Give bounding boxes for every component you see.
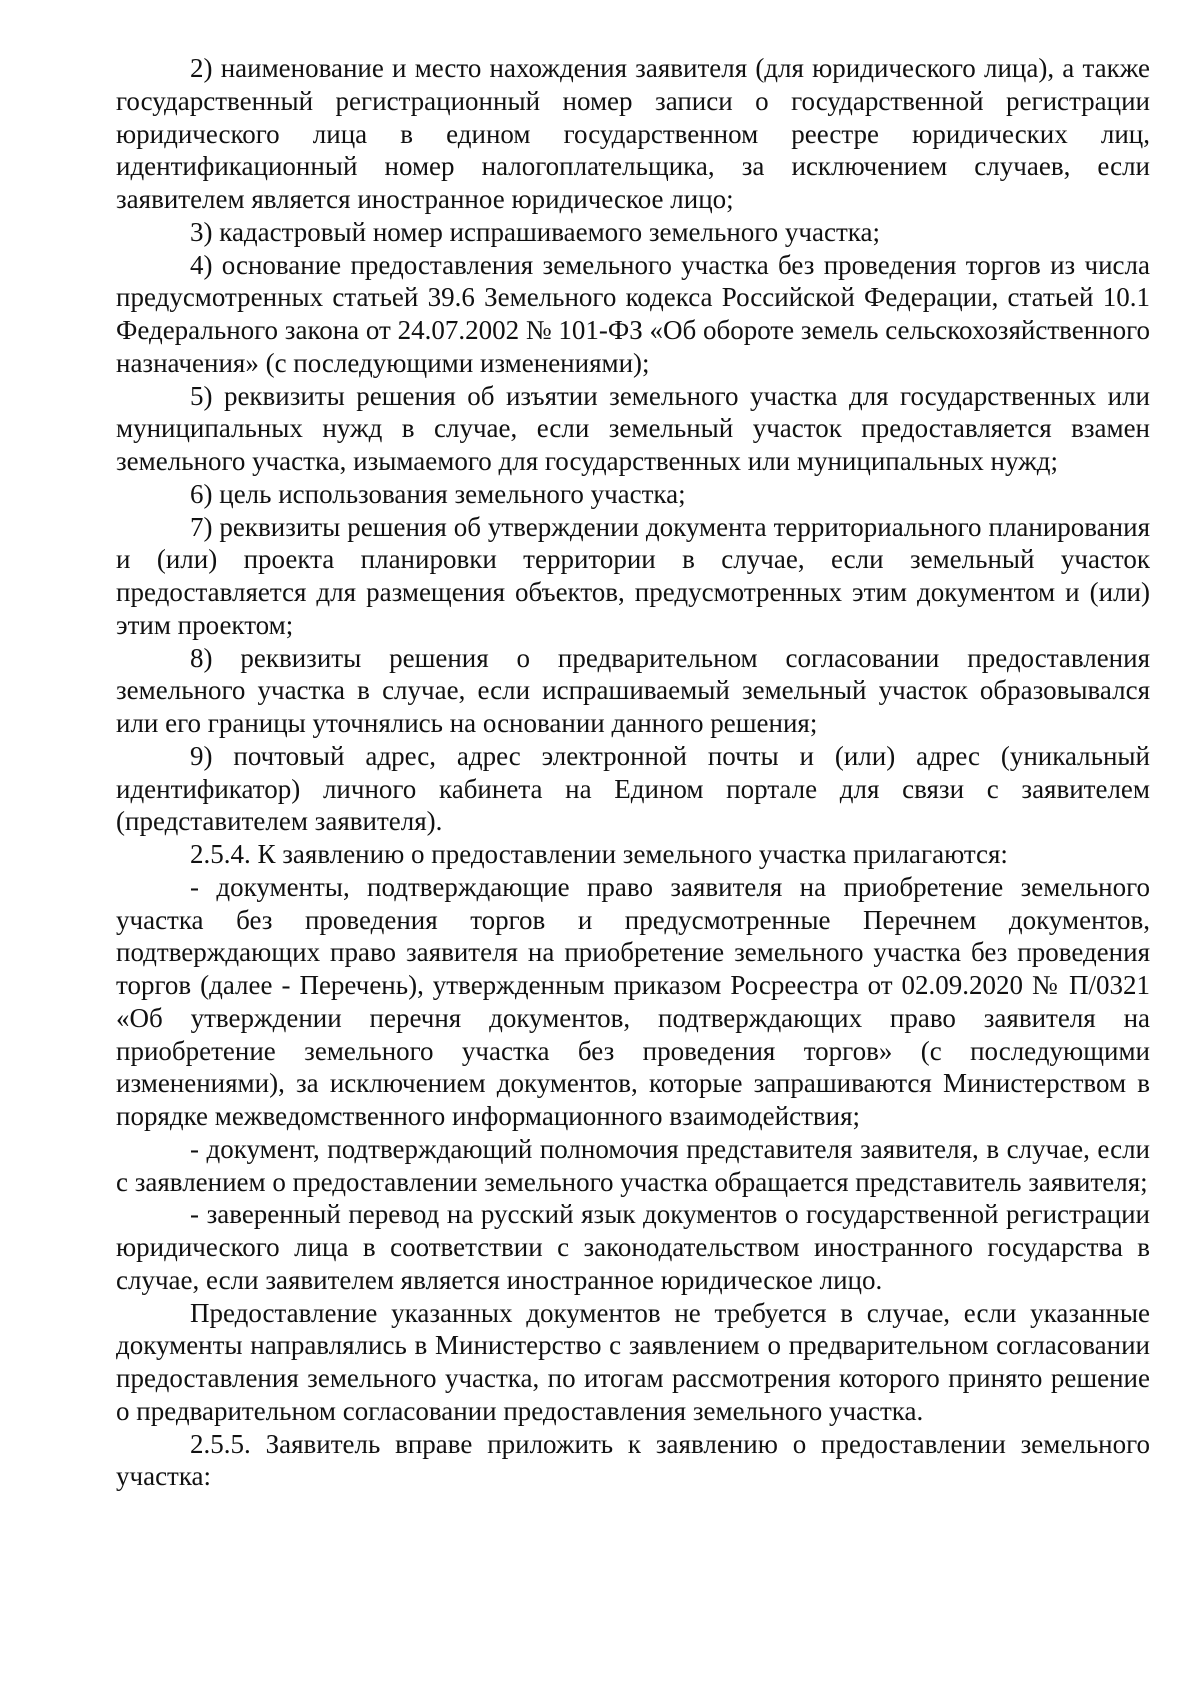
list-item-certified-translation: - заверенный перевод на русский язык документов о государственной регистрации юридического лица в соответствии с законодательством иностранного государства в случае, если заявителем является иностранное юридическое лицо.	[116, 1199, 1150, 1295]
section-2-5-4-heading: 2.5.4. К заявлению о предоставлении земельного участка прилагаются:	[190, 839, 1008, 869]
paragraph-item-5: 5) реквизиты решения об изъятии земельного участка для государственных или муниципальных нужд в случае, если земельный участок предоставляется взамен земельного участка, изымаемого для государственных или муниципальных нужд;	[116, 380, 1150, 476]
section-2-5-5-heading: 2.5.5. Заявитель вправе приложить к заявлению о предоставлении земельного участка:	[116, 1428, 1150, 1492]
paragraph-item-2: 2) наименование и место нахождения заявителя (для юридического лица), а также государственный регистрационный номер записи о государственной регистрации юридического лица в едином государственном реестре юридических лиц, идентификационный номер налогоплательщика, за исключением случаев, если заявителем является иностранное юридическое лицо;	[116, 53, 1150, 214]
paragraph-item-9: 9) почтовый адрес, адрес электронной почты и (или) адрес (уникальный идентификатор) личного кабинета на Едином портале для связи с заявителем (представителем заявителя).	[116, 740, 1150, 837]
list-item-documents: - документы, подтверждающие право заявителя на приобретение земельного участка без проведения торгов и предусмотренные Перечнем документов, подтверждающих право заявителя на приобретение земельного участка без проведения торгов (далее - Перечень), утвержденным приказом Росреестра от 02.09.2020 № П/0321 «Об утверждении перечня документов, подтверждающих право заявителя на приобретение земельного участка без проведения торгов» (с последующими изменениями), за исключением документов, которые запрашиваются Министерством в порядке межведомственного информационного взаимодействия;	[116, 871, 1150, 1131]
paragraph-item-4: 4) основание предоставления земельного участка без проведения торгов из числа предусмотренных статьей 39.6 Земельного кодекса Российской Федерации, статьей 10.1 Федерального закона от 24.07.2002 № 101-ФЗ «Об обороте земель сельскохозяйственного назначения» (с последующими изменениями);	[116, 249, 1150, 378]
paragraph-item-6: 6) цель использования земельного участка;	[190, 478, 686, 509]
document-page	[116, 52, 1150, 1493]
paragraph-item-7: 7) реквизиты решения об утверждении документа территориального планирования и (или) проекта планировки территории в случае, если земельный участок предоставляется для размещения объектов, предусмотренных этим документом и (или) этим проектом;	[116, 511, 1150, 640]
paragraph-item-8: 8) реквизиты решения о предварительном согласовании предоставления земельного участка в случае, если испрашиваемый земельный участок образовывался или его границы уточнялись на основании данного решения;	[116, 642, 1150, 738]
paragraph-item-3: 3) кадастровый номер испрашиваемого земельного участка;	[190, 216, 880, 247]
paragraph-exemption: Предоставление указанных документов не требуется в случае, если указанные документы направлялись в Министерство с заявлением о предварительном согласовании предоставления земельного участка, по итогам рассмотрения которого принято решение о предварительном согласовании предоставления земельного участка.	[116, 1297, 1150, 1426]
list-item-authority-document: - документ, подтверждающий полномочия представителя заявителя, в случае, если с заявлением о предоставлении земельного участка обращается представитель заявителя;	[116, 1133, 1150, 1197]
